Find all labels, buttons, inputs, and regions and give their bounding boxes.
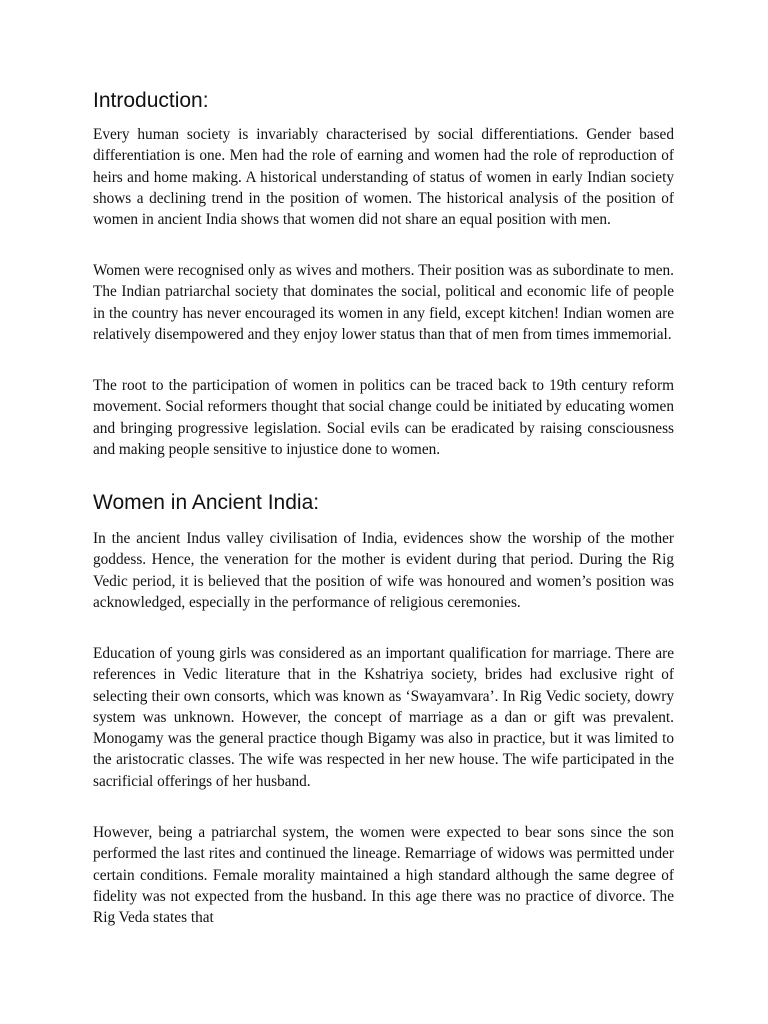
paragraph: Women were recognised only as wives and mothers. Their position was as subordinate to men. The Indian patriarchal society that dominates the social, political and economic life of people in the country has never encouraged its women in any field, except kitchen! Indian women are relatively disempowered and they enjoy lower status than that of men from times immemorial. bbox=[93, 262, 674, 343]
paragraph: The root to the participation of women in politics can be traced back to 19th century reform movement. Social reformers thought that social change could be initiated by educating women and bringing progressive legislation. Social evils can be eradicated by raising consciousness and making people sensitive to injustice done to women. bbox=[93, 377, 674, 458]
paragraph: In the ancient Indus valley civilisation of India, evidences show the worship of the mother goddess. Hence, the veneration for the mother is evident during that period. During the Rig Vedic period, it is believed that the position of wife was honoured and women’s position was acknowledged, especially in the performance of religious ceremonies. bbox=[93, 530, 674, 611]
paragraph: However, being a patriarchal system, the women were expected to bear sons since the son performed the last rites and continued the lineage. Remarriage of widows was permitted under certain conditions. Female morality maintained a high standard although the same degree of fidelity was not expected from the husband. In this age there was no practice of divorce. The Rig Veda states that bbox=[93, 824, 674, 927]
section-heading-women-in-ancient-india: Women in Ancient India: bbox=[93, 491, 320, 514]
paragraph: Education of young girls was considered as an important qualification for marriage. There are references in Vedic literature that in the Kshatriya society, brides had exclusive right of selecting their own consorts, which was known as ‘Swayamvara’. In Rig Vedic society, dowry system was unknown. However, the concept of marriage as a dan or gift was prevalent. Monogamy was the general practice though Bigamy was also in practice, but it was limited to the aristocratic classes. The wife was respected in her new house. The wife participated in the sacrificial offerings of her husband. bbox=[93, 645, 674, 790]
paragraph: Every human society is invariably characterised by social differentiations. Gender based differentiation is one. Men had the role of earning and women had the role of reproduction of heirs and home making. A historical understanding of status of women in early Indian society shows a declining trend in the position of women. The historical analysis of the position of women in ancient India shows that women did not share an equal position with men. bbox=[93, 126, 674, 229]
section-heading-introduction: Introduction: bbox=[93, 89, 209, 112]
document-page bbox=[93, 0, 674, 1024]
